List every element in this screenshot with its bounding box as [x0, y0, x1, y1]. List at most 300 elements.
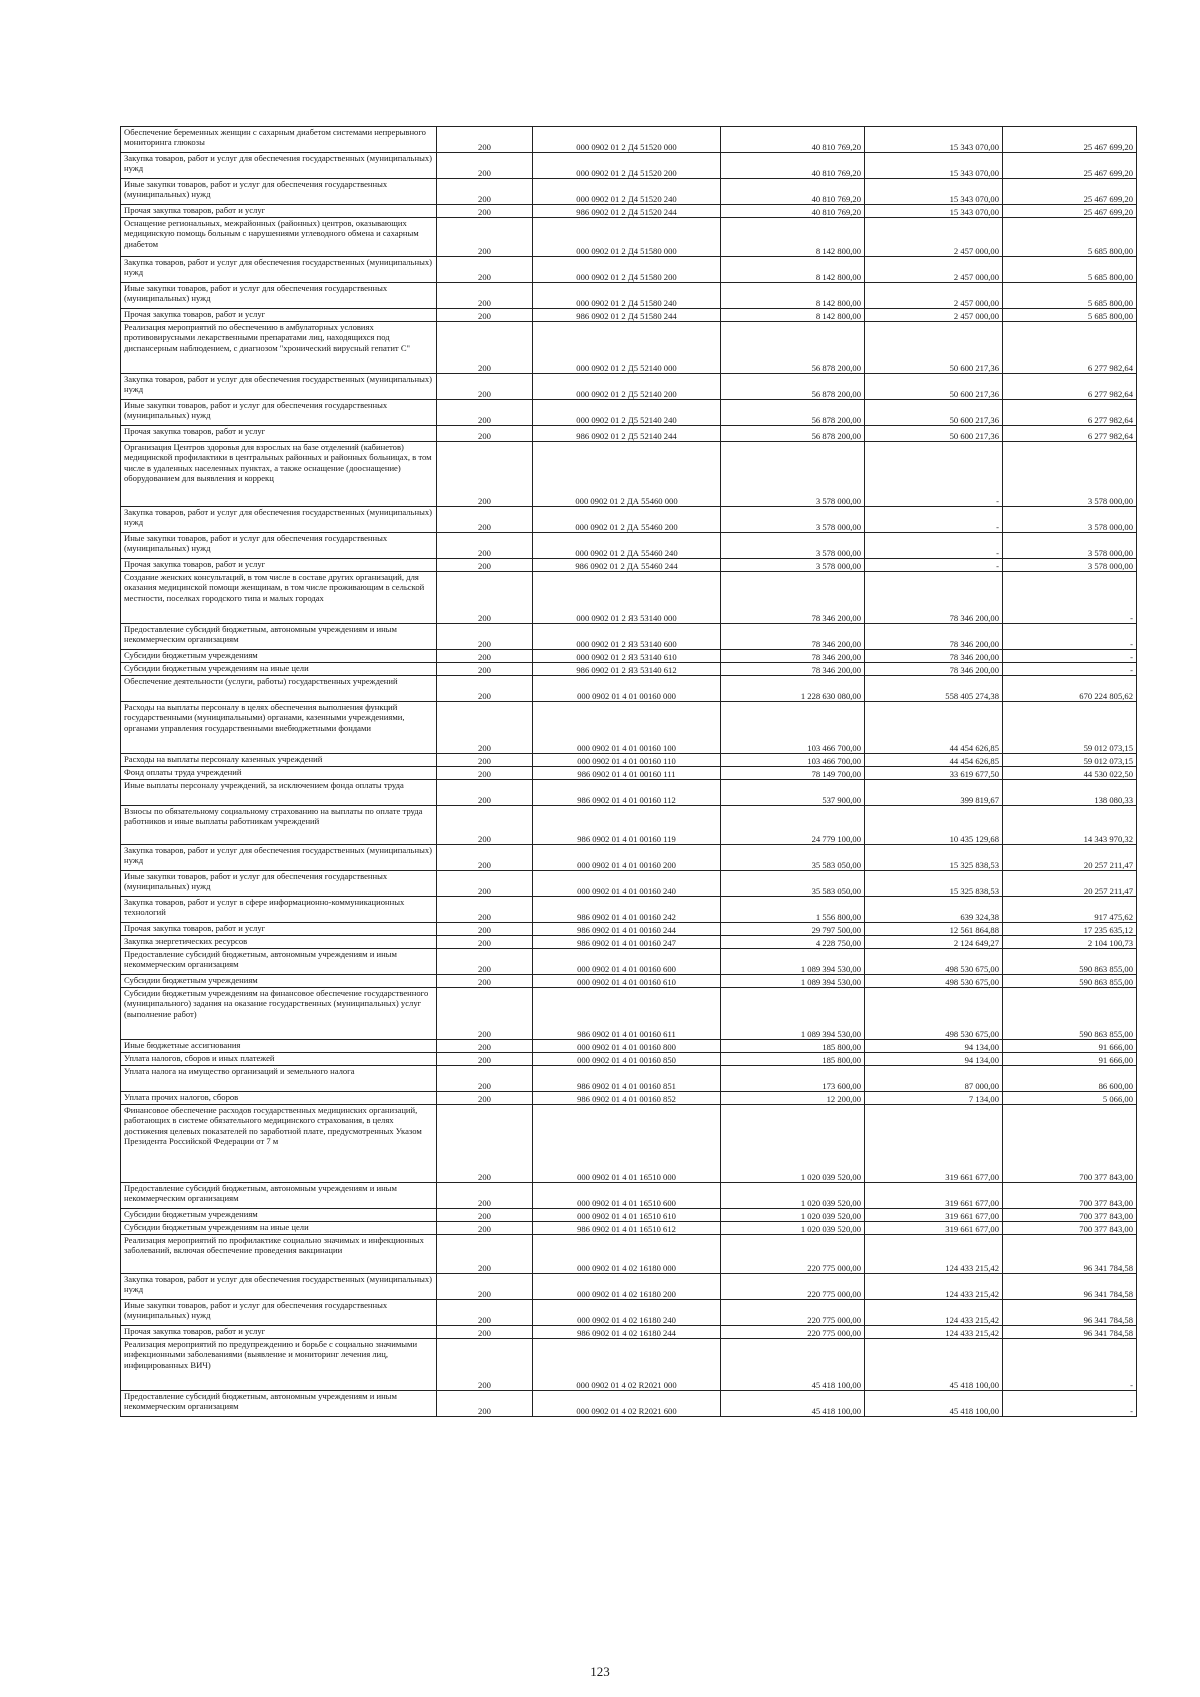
cell-name: Прочая закупка товаров, работ и услуг [121, 309, 437, 322]
cell-cls: 986 0902 01 4 01 00160 112 [533, 780, 721, 806]
table-row [121, 507, 1137, 533]
cell-cls: 000 0902 01 4 01 00160 200 [533, 845, 721, 871]
cell-name: Предоставление субсидий бюджетным, автономным учреждениям и иным некоммерческим организациям [121, 949, 437, 975]
cell-b: 44 454 626,85 [865, 754, 1003, 767]
cell-c: 700 377 843,00 [1003, 1209, 1137, 1222]
cell-code: 200 [437, 426, 533, 442]
cell-c: 700 377 843,00 [1003, 1222, 1137, 1235]
cell-b: 2 457 000,00 [865, 218, 1003, 257]
cell-code: 200 [437, 257, 533, 283]
table-row [121, 1209, 1137, 1222]
cell-c: 5 685 800,00 [1003, 309, 1137, 322]
table-row [121, 400, 1137, 426]
cell-c: 91 666,00 [1003, 1053, 1137, 1066]
cell-code: 200 [437, 1326, 533, 1339]
cell-b: - [865, 559, 1003, 572]
cell-c: 14 343 970,32 [1003, 806, 1137, 845]
cell-name: Прочая закупка товаров, работ и услуг [121, 1326, 437, 1339]
cell-a: 56 878 200,00 [721, 374, 865, 400]
cell-c: 96 341 784,58 [1003, 1274, 1137, 1300]
cell-c: 6 277 982,64 [1003, 400, 1137, 426]
cell-c: - [1003, 572, 1137, 624]
cell-a: 3 578 000,00 [721, 559, 865, 572]
cell-name: Финансовое обеспечение расходов государственных медицинских организаций, работающих в системе обязательного медицинского страхования, в целях достижения целевых показателей по заработной плате, предусмотренных Указом Президента Российской Федерации от 7 м [121, 1105, 437, 1183]
cell-code: 200 [437, 975, 533, 988]
cell-a: 173 600,00 [721, 1066, 865, 1092]
cell-c: 3 578 000,00 [1003, 559, 1137, 572]
cell-cls: 986 0902 01 4 01 00160 242 [533, 897, 721, 923]
cell-name: Реализация мероприятий по обеспечению в амбулаторных условиях противовирусными лекарственными препаратами лиц, находящихся под диспансерным наблюдением, с диагнозом "хронический вирусный гепатит С" [121, 322, 437, 374]
cell-c: - [1003, 663, 1137, 676]
cell-a: 78 346 200,00 [721, 572, 865, 624]
cell-b: 44 454 626,85 [865, 702, 1003, 754]
cell-cls: 986 0902 01 4 01 00160 247 [533, 936, 721, 949]
cell-a: 1 228 630 080,00 [721, 676, 865, 702]
cell-cls: 986 0902 01 4 01 16510 612 [533, 1222, 721, 1235]
cell-b: 94 134,00 [865, 1053, 1003, 1066]
cell-c: 25 467 699,20 [1003, 127, 1137, 153]
cell-b: 50 600 217,36 [865, 322, 1003, 374]
cell-a: 78 346 200,00 [721, 650, 865, 663]
cell-a: 220 775 000,00 [721, 1326, 865, 1339]
cell-code: 200 [437, 1235, 533, 1274]
table-row [121, 1326, 1137, 1339]
cell-b: 558 405 274,38 [865, 676, 1003, 702]
cell-cls: 000 0902 01 4 02 R2021 000 [533, 1339, 721, 1391]
cell-a: 3 578 000,00 [721, 507, 865, 533]
cell-c: 6 277 982,64 [1003, 374, 1137, 400]
table-row [121, 257, 1137, 283]
table-row [121, 1274, 1137, 1300]
cell-a: 220 775 000,00 [721, 1300, 865, 1326]
cell-name: Реализация мероприятий по предупреждению и борьбе с социально значимыми инфекционными заболеваниями (выявление и мониторинг лечения лиц, инфицированных ВИЧ) [121, 1339, 437, 1391]
cell-b: 7 134,00 [865, 1092, 1003, 1105]
cell-cls: 986 0902 01 2 Д5 52140 244 [533, 426, 721, 442]
table-row [121, 975, 1137, 988]
cell-cls: 986 0902 01 4 01 00160 244 [533, 923, 721, 936]
cell-cls: 000 0902 01 4 02 16180 240 [533, 1300, 721, 1326]
cell-c: 700 377 843,00 [1003, 1183, 1137, 1209]
cell-code: 200 [437, 1222, 533, 1235]
cell-a: 1 089 394 530,00 [721, 949, 865, 975]
table-row [121, 949, 1137, 975]
cell-a: 1 089 394 530,00 [721, 988, 865, 1040]
cell-c: 3 578 000,00 [1003, 442, 1137, 507]
table-row [121, 127, 1137, 153]
cell-a: 45 418 100,00 [721, 1391, 865, 1417]
table-row [121, 845, 1137, 871]
cell-cls: 000 0902 01 2 Я3 53140 610 [533, 650, 721, 663]
cell-b: - [865, 533, 1003, 559]
cell-name: Закупка товаров, работ и услуг для обеспечения государственных (муниципальных) нужд [121, 1274, 437, 1300]
cell-b: 399 819,67 [865, 780, 1003, 806]
cell-cls: 986 0902 01 4 01 00160 611 [533, 988, 721, 1040]
cell-name: Предоставление субсидий бюджетным, автономным учреждениям и иным некоммерческим организациям [121, 1183, 437, 1209]
table-row [121, 676, 1137, 702]
cell-name: Иные закупки товаров, работ и услуг для обеспечения государственных (муниципальных) нужд [121, 871, 437, 897]
cell-cls: 000 0902 01 4 01 16510 610 [533, 1209, 721, 1222]
cell-name: Обеспечение беременных женщин с сахарным диабетом системами непрерывного мониторинга глюкозы [121, 127, 437, 153]
cell-a: 8 142 800,00 [721, 309, 865, 322]
cell-code: 200 [437, 1183, 533, 1209]
cell-cls: 000 0902 01 2 Д4 51520 200 [533, 153, 721, 179]
cell-b: 50 600 217,36 [865, 426, 1003, 442]
cell-c: 6 277 982,64 [1003, 426, 1137, 442]
cell-cls: 000 0902 01 4 01 00160 000 [533, 676, 721, 702]
cell-cls: 000 0902 01 4 01 00160 610 [533, 975, 721, 988]
cell-code: 200 [437, 1066, 533, 1092]
table-row [121, 871, 1137, 897]
cell-code: 200 [437, 624, 533, 650]
cell-cls: 000 0902 01 2 Д5 52140 240 [533, 400, 721, 426]
table-row [121, 936, 1137, 949]
cell-a: 185 800,00 [721, 1040, 865, 1053]
cell-b: 124 433 215,42 [865, 1274, 1003, 1300]
cell-name: Прочая закупка товаров, работ и услуг [121, 923, 437, 936]
cell-c: 3 578 000,00 [1003, 507, 1137, 533]
cell-c: 138 080,33 [1003, 780, 1137, 806]
cell-a: 78 346 200,00 [721, 624, 865, 650]
cell-b: 33 619 677,50 [865, 767, 1003, 780]
cell-name: Субсидии бюджетным учреждениям [121, 975, 437, 988]
cell-cls: 986 0902 01 2 ДА 55460 244 [533, 559, 721, 572]
cell-cls: 000 0902 01 4 01 16510 000 [533, 1105, 721, 1183]
cell-code: 200 [437, 309, 533, 322]
cell-code: 200 [437, 442, 533, 507]
table-row [121, 663, 1137, 676]
cell-b: 94 134,00 [865, 1040, 1003, 1053]
cell-code: 200 [437, 949, 533, 975]
cell-code: 200 [437, 218, 533, 257]
cell-code: 200 [437, 374, 533, 400]
cell-cls: 000 0902 01 2 Д4 51520 240 [533, 179, 721, 205]
cell-c: 700 377 843,00 [1003, 1105, 1137, 1183]
table-row [121, 1300, 1137, 1326]
table-row [121, 1040, 1137, 1053]
table-row [121, 1092, 1137, 1105]
cell-b: 15 343 070,00 [865, 205, 1003, 218]
cell-c: 670 224 805,62 [1003, 676, 1137, 702]
cell-name: Закупка товаров, работ и услуг для обеспечения государственных (муниципальных) нужд [121, 374, 437, 400]
table-row [121, 205, 1137, 218]
cell-c: 91 666,00 [1003, 1040, 1137, 1053]
cell-b: 498 530 675,00 [865, 975, 1003, 988]
table-row [121, 1222, 1137, 1235]
cell-code: 200 [437, 507, 533, 533]
cell-b: 319 661 677,00 [865, 1105, 1003, 1183]
table-row [121, 442, 1137, 507]
cell-name: Предоставление субсидий бюджетным, автономным учреждениям и иным некоммерческим организациям [121, 624, 437, 650]
cell-code: 200 [437, 1092, 533, 1105]
table-row [121, 1053, 1137, 1066]
cell-cls: 000 0902 01 4 01 00160 240 [533, 871, 721, 897]
cell-name: Уплата налогов, сборов и иных платежей [121, 1053, 437, 1066]
cell-name: Прочая закупка товаров, работ и услуг [121, 205, 437, 218]
cell-cls: 000 0902 01 4 01 00160 600 [533, 949, 721, 975]
cell-code: 200 [437, 1391, 533, 1417]
table-row [121, 1339, 1137, 1391]
cell-c: - [1003, 1391, 1137, 1417]
cell-cls: 000 0902 01 2 Д4 51580 240 [533, 283, 721, 309]
cell-cls: 986 0902 01 2 Д4 51520 244 [533, 205, 721, 218]
cell-c: 5 066,00 [1003, 1092, 1137, 1105]
page-number: 123 [590, 1664, 610, 1679]
cell-c: 6 277 982,64 [1003, 322, 1137, 374]
cell-b: 50 600 217,36 [865, 400, 1003, 426]
cell-c: 96 341 784,58 [1003, 1300, 1137, 1326]
cell-name: Иные закупки товаров, работ и услуг для обеспечения государственных (муниципальных) нужд [121, 1300, 437, 1326]
table-row [121, 923, 1137, 936]
table-row [121, 218, 1137, 257]
cell-b: 10 435 129,68 [865, 806, 1003, 845]
table-row [121, 624, 1137, 650]
cell-cls: 000 0902 01 4 01 00160 800 [533, 1040, 721, 1053]
cell-b: 124 433 215,42 [865, 1235, 1003, 1274]
cell-code: 200 [437, 1053, 533, 1066]
cell-a: 8 142 800,00 [721, 283, 865, 309]
cell-b: 124 433 215,42 [865, 1300, 1003, 1326]
cell-a: 24 779 100,00 [721, 806, 865, 845]
cell-b: 639 324,38 [865, 897, 1003, 923]
cell-a: 3 578 000,00 [721, 533, 865, 559]
cell-c: 59 012 073,15 [1003, 754, 1137, 767]
budget-table-sheet [120, 126, 1136, 1417]
cell-c: 590 863 855,00 [1003, 949, 1137, 975]
cell-code: 200 [437, 322, 533, 374]
cell-cls: 000 0902 01 2 Я3 53140 000 [533, 572, 721, 624]
cell-b: 2 457 000,00 [865, 257, 1003, 283]
cell-c: 5 685 800,00 [1003, 218, 1137, 257]
cell-c: 44 530 022,50 [1003, 767, 1137, 780]
cell-code: 200 [437, 663, 533, 676]
cell-code: 200 [437, 676, 533, 702]
table-row [121, 767, 1137, 780]
cell-code: 200 [437, 1274, 533, 1300]
cell-cls: 000 0902 01 4 02 R2021 600 [533, 1391, 721, 1417]
cell-name: Создание женских консультаций, в том числе в составе других организаций, для оказания медицинской помощи женщинам, в том числе проживающим в сельской местности, поселках городского типа и малых городах [121, 572, 437, 624]
table-row [121, 572, 1137, 624]
table-row [121, 1105, 1137, 1183]
cell-name: Обеспечение деятельности (услуги, работы) государственных учреждений [121, 676, 437, 702]
cell-name: Субсидии бюджетным учреждениям на иные цели [121, 1222, 437, 1235]
table-row [121, 806, 1137, 845]
cell-name: Иные закупки товаров, работ и услуг для обеспечения государственных (муниципальных) нужд [121, 533, 437, 559]
table-row [121, 650, 1137, 663]
table-row [121, 179, 1137, 205]
cell-c: 25 467 699,20 [1003, 179, 1137, 205]
cell-name: Закупка товаров, работ и услуг в сфере информационно-коммуникационных технологий [121, 897, 437, 923]
cell-b: 319 661 677,00 [865, 1209, 1003, 1222]
cell-b: 2 457 000,00 [865, 309, 1003, 322]
cell-b: 15 325 838,53 [865, 871, 1003, 897]
cell-b: 2 457 000,00 [865, 283, 1003, 309]
cell-cls: 000 0902 01 2 ДА 55460 200 [533, 507, 721, 533]
table-row [121, 780, 1137, 806]
table-row [121, 988, 1137, 1040]
cell-name: Закупка товаров, работ и услуг для обеспечения государственных (муниципальных) нужд [121, 257, 437, 283]
cell-a: 40 810 769,20 [721, 205, 865, 218]
cell-c: - [1003, 1339, 1137, 1391]
cell-a: 1 020 039 520,00 [721, 1222, 865, 1235]
cell-cls: 000 0902 01 4 02 16180 000 [533, 1235, 721, 1274]
cell-c: 590 863 855,00 [1003, 975, 1137, 988]
budget-execution-table [120, 126, 1137, 1417]
cell-a: 40 810 769,20 [721, 127, 865, 153]
cell-a: 12 200,00 [721, 1092, 865, 1105]
cell-b: 15 325 838,53 [865, 845, 1003, 871]
cell-c: 5 685 800,00 [1003, 257, 1137, 283]
cell-cls: 000 0902 01 2 ДА 55460 240 [533, 533, 721, 559]
cell-code: 200 [437, 127, 533, 153]
cell-name: Иные выплаты персоналу учреждений, за исключением фонда оплаты труда [121, 780, 437, 806]
cell-c: 917 475,62 [1003, 897, 1137, 923]
cell-a: 220 775 000,00 [721, 1235, 865, 1274]
cell-code: 200 [437, 559, 533, 572]
cell-code: 200 [437, 650, 533, 663]
table-row [121, 1066, 1137, 1092]
table-row [121, 754, 1137, 767]
cell-c: 5 685 800,00 [1003, 283, 1137, 309]
cell-code: 200 [437, 1209, 533, 1222]
cell-a: 1 020 039 520,00 [721, 1209, 865, 1222]
cell-code: 200 [437, 806, 533, 845]
cell-b: 12 561 864,88 [865, 923, 1003, 936]
cell-name: Закупка товаров, работ и услуг для обеспечения государственных (муниципальных) нужд [121, 845, 437, 871]
cell-b: - [865, 442, 1003, 507]
cell-name: Иные бюджетные ассигнования [121, 1040, 437, 1053]
cell-cls: 986 0902 01 4 02 16180 244 [533, 1326, 721, 1339]
cell-b: 78 346 200,00 [865, 663, 1003, 676]
cell-a: 220 775 000,00 [721, 1274, 865, 1300]
cell-cls: 000 0902 01 2 Д4 51520 000 [533, 127, 721, 153]
cell-name: Прочая закупка товаров, работ и услуг [121, 426, 437, 442]
cell-c: 25 467 699,20 [1003, 205, 1137, 218]
table-row [121, 897, 1137, 923]
cell-b: 78 346 200,00 [865, 572, 1003, 624]
cell-a: 56 878 200,00 [721, 426, 865, 442]
cell-b: 87 000,00 [865, 1066, 1003, 1092]
table-row [121, 1391, 1137, 1417]
cell-code: 200 [437, 153, 533, 179]
cell-c: 59 012 073,15 [1003, 702, 1137, 754]
cell-code: 200 [437, 702, 533, 754]
cell-name: Субсидии бюджетным учреждениям [121, 650, 437, 663]
cell-cls: 000 0902 01 2 Д4 51580 000 [533, 218, 721, 257]
cell-b: 45 418 100,00 [865, 1339, 1003, 1391]
table-row [121, 283, 1137, 309]
cell-a: 8 142 800,00 [721, 257, 865, 283]
cell-c: 20 257 211,47 [1003, 871, 1137, 897]
cell-b: 15 343 070,00 [865, 127, 1003, 153]
cell-name: Закупка товаров, работ и услуг для обеспечения государственных (муниципальных) нужд [121, 507, 437, 533]
cell-b: - [865, 507, 1003, 533]
cell-cls: 000 0902 01 2 Я3 53140 600 [533, 624, 721, 650]
cell-a: 1 089 394 530,00 [721, 975, 865, 988]
cell-cls: 986 0902 01 4 01 00160 111 [533, 767, 721, 780]
cell-code: 200 [437, 936, 533, 949]
cell-name: Оснащение региональных, межрайонных (районных) центров, оказывающих медицинскую помощь больным с нарушениями углеводного обмена и сахарным диабетом [121, 218, 437, 257]
cell-cls: 000 0902 01 2 ДА 55460 000 [533, 442, 721, 507]
cell-name: Субсидии бюджетным учреждениям [121, 1209, 437, 1222]
cell-name: Субсидии бюджетным учреждениям на финансовое обеспечение государственного (муниципального) задания на оказание государственных (муниципальных) услуг (выполнение работ) [121, 988, 437, 1040]
table-row [121, 1235, 1137, 1274]
cell-name: Закупка товаров, работ и услуг для обеспечения государственных (муниципальных) нужд [121, 153, 437, 179]
cell-name: Расходы на выплаты персоналу в целях обеспечения выполнения функций государственными (муниципальными) органами, казенными учреждениями, органами управления государственными внебюджетными фондами [121, 702, 437, 754]
cell-cls: 986 0902 01 4 01 00160 119 [533, 806, 721, 845]
cell-code: 200 [437, 283, 533, 309]
cell-a: 103 466 700,00 [721, 754, 865, 767]
cell-name: Иные закупки товаров, работ и услуг для обеспечения государственных (муниципальных) нужд [121, 400, 437, 426]
cell-a: 35 583 050,00 [721, 871, 865, 897]
cell-code: 200 [437, 1339, 533, 1391]
cell-b: 50 600 217,36 [865, 374, 1003, 400]
cell-code: 200 [437, 923, 533, 936]
cell-c: 25 467 699,20 [1003, 153, 1137, 179]
cell-c: - [1003, 624, 1137, 650]
cell-code: 200 [437, 205, 533, 218]
cell-c: 17 235 635,12 [1003, 923, 1137, 936]
cell-code: 200 [437, 871, 533, 897]
cell-a: 56 878 200,00 [721, 400, 865, 426]
cell-code: 200 [437, 400, 533, 426]
cell-a: 56 878 200,00 [721, 322, 865, 374]
cell-a: 35 583 050,00 [721, 845, 865, 871]
cell-name: Прочая закупка товаров, работ и услуг [121, 559, 437, 572]
cell-name: Реализация мероприятий по профилактике социально значимых и инфекционных заболеваний, включая обеспечение проведения вакцинации [121, 1235, 437, 1274]
cell-c: 96 341 784,58 [1003, 1326, 1137, 1339]
table-row [121, 153, 1137, 179]
cell-cls: 000 0902 01 4 01 00160 850 [533, 1053, 721, 1066]
cell-a: 78 149 700,00 [721, 767, 865, 780]
cell-name: Закупка энергетических ресурсов [121, 936, 437, 949]
cell-code: 200 [437, 179, 533, 205]
cell-a: 3 578 000,00 [721, 442, 865, 507]
table-row [121, 322, 1137, 374]
cell-code: 200 [437, 897, 533, 923]
cell-a: 537 900,00 [721, 780, 865, 806]
cell-name: Расходы на выплаты персоналу казенных учреждений [121, 754, 437, 767]
cell-c: 2 104 100,73 [1003, 936, 1137, 949]
cell-b: 124 433 215,42 [865, 1326, 1003, 1339]
cell-code: 200 [437, 572, 533, 624]
cell-c: 86 600,00 [1003, 1066, 1137, 1092]
cell-a: 103 466 700,00 [721, 702, 865, 754]
cell-cls: 986 0902 01 4 01 00160 851 [533, 1066, 721, 1092]
cell-c: 96 341 784,58 [1003, 1235, 1137, 1274]
cell-name: Фонд оплаты труда учреждений [121, 767, 437, 780]
cell-a: 29 797 500,00 [721, 923, 865, 936]
cell-cls: 000 0902 01 2 Д4 51580 200 [533, 257, 721, 283]
cell-name: Предоставление субсидий бюджетным, автономным учреждениям и иным некоммерческим организациям [121, 1391, 437, 1417]
cell-cls: 000 0902 01 4 01 16510 600 [533, 1183, 721, 1209]
cell-a: 4 228 750,00 [721, 936, 865, 949]
cell-c: 3 578 000,00 [1003, 533, 1137, 559]
table-row [121, 559, 1137, 572]
cell-b: 498 530 675,00 [865, 949, 1003, 975]
cell-b: 15 343 070,00 [865, 153, 1003, 179]
cell-code: 200 [437, 1040, 533, 1053]
cell-code: 200 [437, 533, 533, 559]
cell-code: 200 [437, 767, 533, 780]
cell-a: 1 020 039 520,00 [721, 1105, 865, 1183]
cell-cls: 000 0902 01 2 Д5 52140 200 [533, 374, 721, 400]
cell-cls: 986 0902 01 2 Д4 51580 244 [533, 309, 721, 322]
cell-b: 498 530 675,00 [865, 988, 1003, 1040]
cell-cls: 000 0902 01 4 01 00160 110 [533, 754, 721, 767]
table-body [121, 127, 1137, 1417]
cell-a: 8 142 800,00 [721, 218, 865, 257]
cell-a: 1 556 800,00 [721, 897, 865, 923]
